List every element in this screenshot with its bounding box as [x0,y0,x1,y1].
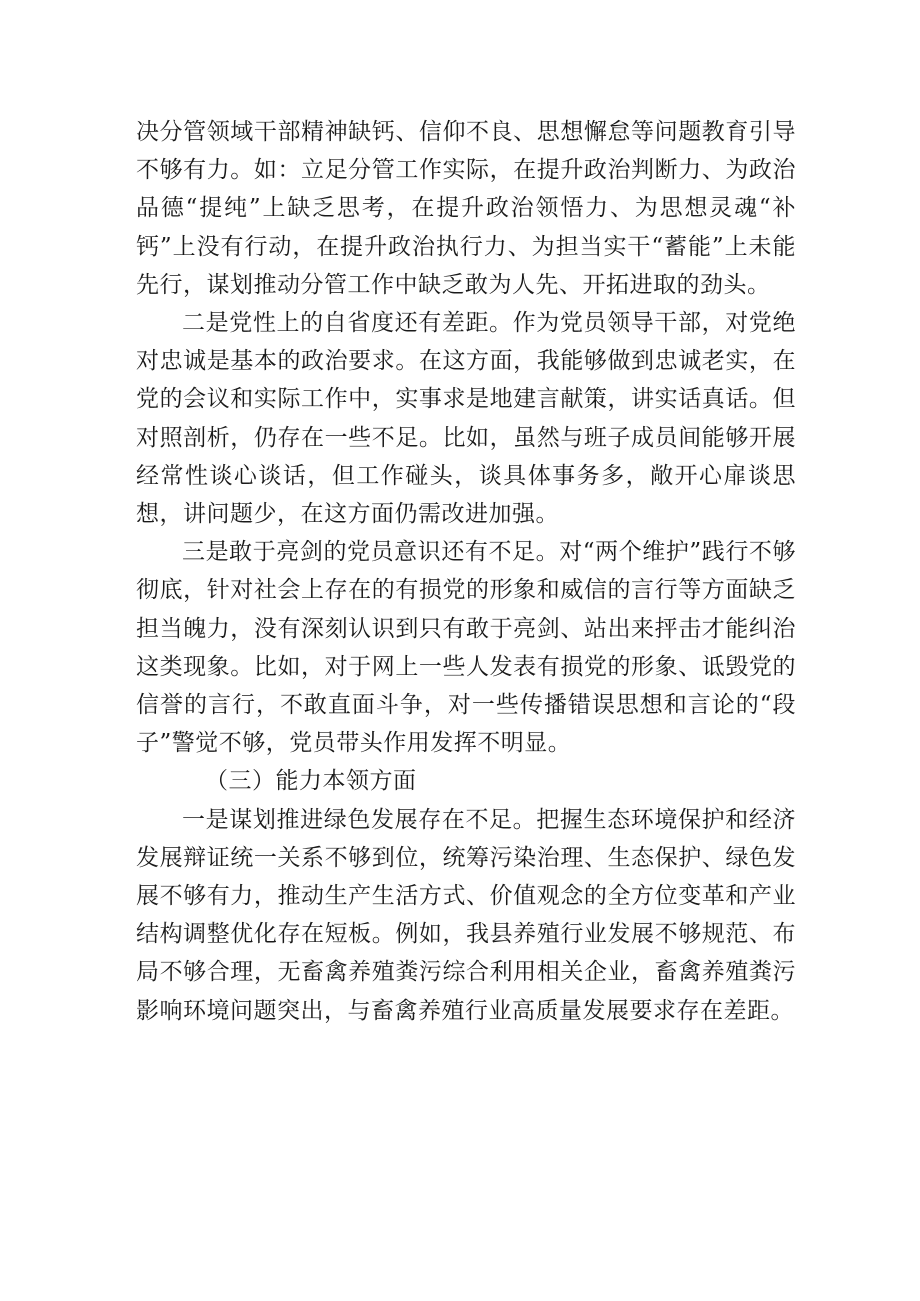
paragraph-green-development: 一是谋划推进绿色发展存在不足。把握生态环境保护和经济发展辩证统一关系不够到位，统筹污染治理、生态保护、绿色发展不够有力，推动生产生活方式、价值观念的全方位变革和产业结构调整优化存在短板。例如，我县养殖行业发展不够规范、布局不够合理，无畜禽养殖粪污综合利用相关企业，畜禽养殖粪污影响环境问题突出，与畜禽养殖行业高质量发展要求存在差距。 [136,806,796,1024]
section-heading: （三）能力本领方面 [205,768,417,795]
paragraph-continuation: 决分管领域干部精神缺钙、信仰不良、思想懈怠等问题教育引导不够有力。如：立足分管工作实际，在提升政治判断力、为政治品德“提纯”上缺乏思考，在提升政治领悟力、为思想灵魂“补钙”上没有行动，在提升政治执行力、为担当实干“蓄能”上未能先行，谋划推动分管工作中缺乏敢为人先、开拓进取的劲头。 [136,119,796,298]
paragraph-party-awareness: 三是敢于亮剑的党员意识还有不足。对“两个维护”践行不够彻底，针对社会上存在的有损党的形象和威信的言行等方面缺乏担当魄力，没有深刻认识到只有敢于亮剑、站出来抨击才能纠治这类现象。比如，对于网上一些人发表有损党的形象、诋毁党的信誉的言行，不敢直面斗争，对一些传播错误思想和言论的“段子”警觉不够，党员带头作用发挥不明显。 [136,539,796,757]
paragraph-party-spirit: 二是党性上的自省度还有差距。作为党员领导干部，对党绝对忠诚是基本的政治要求。在这方面，我能够做到忠诚老实，在党的会议和实际工作中，实事求是地建言献策，讲实话真话。但对照剖析，仍存在一些不足。比如，虽然与班子成员间能够开展经常性谈心谈话，但工作碰头，谈具体事务多，敞开心扉谈思想，讲问题少，在这方面仍需改进加强。 [136,310,796,528]
document-body [136,113,796,1030]
